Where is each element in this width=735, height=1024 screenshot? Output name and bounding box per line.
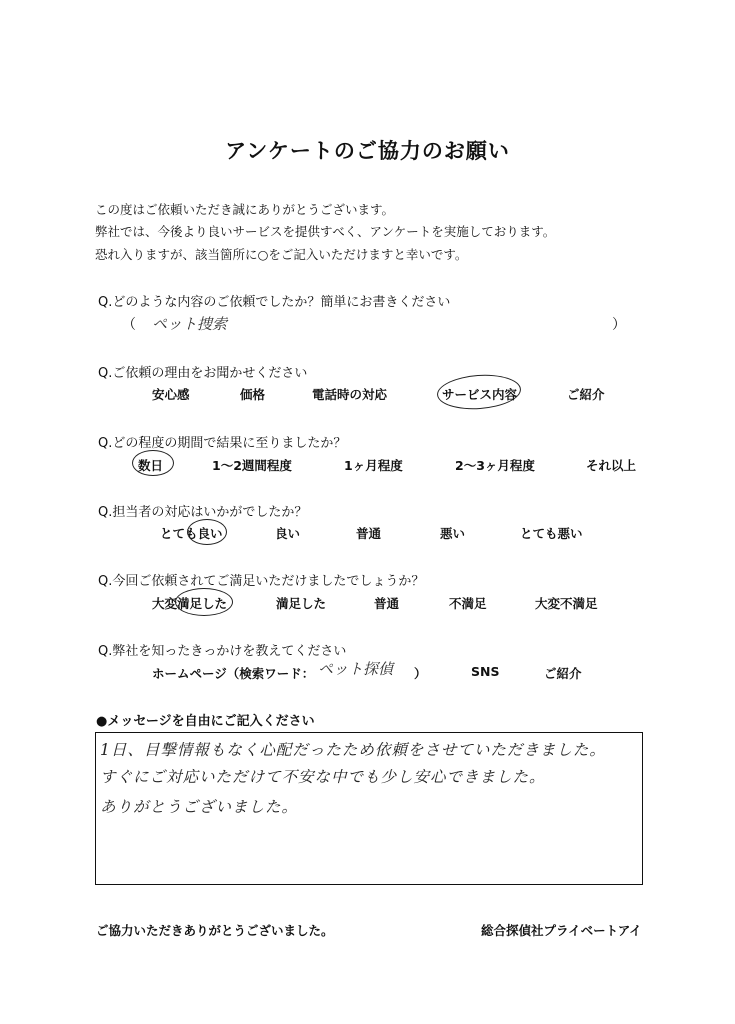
footer-company: 総合探偵社プライベートアイ [481,923,642,938]
q2-option-shoukai[interactable]: ご紹介 [567,387,605,402]
q6-close-paren: ） [414,666,427,681]
q2-option-denwa[interactable]: 電話時の対応 [312,387,388,402]
q1-answer[interactable]: ペット捜索 [152,315,228,333]
message-line-3: ありがとうございました。 [100,798,299,816]
q3-option-1month[interactable]: 1ヶ月程度 [344,458,403,473]
q6-homepage-label: ホームページ（検索ワード： [152,666,315,681]
q4-option-good[interactable]: 良い [275,526,301,541]
q3-option-1-2weeks[interactable]: 1～2週間程度 [212,458,292,473]
q5-option-unsatisfied[interactable]: 不満足 [449,596,487,611]
q5-option-very-unsatisfied[interactable]: 大変不満足 [535,596,598,611]
q2-option-anshinkan[interactable]: 安心感 [152,387,190,402]
q3-option-2-3months[interactable]: 2～3ヶ月程度 [455,458,535,473]
intro-line-1: この度はご依頼いただき誠にありがとうございます。 [95,202,395,217]
q4-question: Q.担当者の対応はいかがでしたか？ [98,505,308,520]
q5-option-very-satisfied[interactable]: 大変満足した [152,596,228,611]
q2-question: Q.ご依頼の理由をお聞かせください [98,366,308,381]
footer-thanks: ご協力いただきありがとうございました。 [96,923,334,938]
q5-selection-circle [175,588,233,616]
q1-close-paren: ） [612,317,626,333]
intro-line-2: 弊社では、今後より良いサービスを提供すべく、アンケートを実施しております。 [95,224,556,239]
q5-option-satisfied[interactable]: 満足した [276,596,327,611]
q4-option-bad[interactable]: 悪い [440,526,466,541]
intro-line-3: 恐れ入りますが、該当箇所に○をご記入いただけますと幸いです。 [95,247,468,262]
q5-question: Q.今回ご依頼されてご満足いただけましたでしょうか？ [98,574,425,589]
message-line-1: 1日、目撃情報もなく心配だったため依頼をさせていただきました。 [100,741,606,759]
q3-question: Q.どの程度の期間で結果に至りましたか？ [98,436,347,451]
message-line-2: すぐにご対応いただけて不安な中でも少し安心できました。 [100,768,546,786]
q4-option-normal[interactable]: 普通 [356,526,382,541]
q2-option-kakaku[interactable]: 価格 [240,387,266,402]
message-heading: ●メッセージを自由にご記入ください [96,714,315,729]
q1-open-paren: （ [122,317,136,333]
q3-selection-circle [132,450,174,476]
q3-option-suujitsu[interactable]: 数日 [138,458,164,473]
q4-selection-circle [187,519,227,545]
q2-option-service[interactable]: サービス内容 [442,387,518,402]
q6-search-word[interactable]: ペット探偵 [318,660,394,678]
q4-option-very-bad[interactable]: とても悪い [520,526,583,541]
q4-option-very-good[interactable]: とても良い [160,526,223,541]
q2-selection-circle [436,372,522,412]
q5-option-normal[interactable]: 普通 [374,596,400,611]
q6-option-sns[interactable]: SNS [471,664,500,679]
q6-question: Q.弊社を知ったきっかけを教えてください [98,644,347,659]
q1-question: Q.どのような内容のご依頼でしたか？簡単にお書きください [98,295,451,310]
page-title: アンケートのご協力のお願い [225,139,510,163]
q3-option-more[interactable]: それ以上 [586,458,637,473]
q6-option-shoukai[interactable]: ご紹介 [544,666,582,681]
